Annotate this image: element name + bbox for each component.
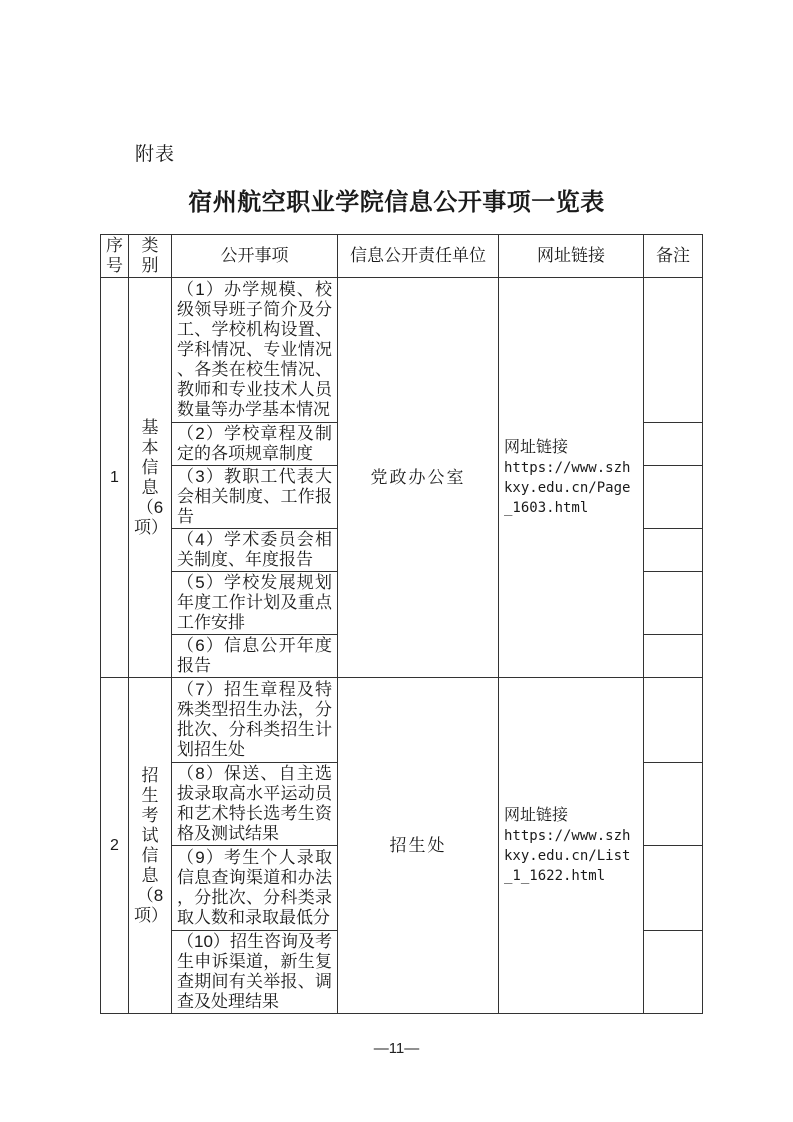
- item-cell: （4）学术委员会相关制度、年度报告: [172, 529, 338, 572]
- header-responsible-unit: 信息公开责任单位: [338, 235, 499, 278]
- remark-cell: [644, 846, 703, 931]
- url-label: 网址链接: [504, 806, 569, 824]
- item-cell: （5）学校发展规划年度工作计划及重点工作安排: [172, 572, 338, 635]
- item-cell: （3）教职工代表大会相关制度、工作报告: [172, 466, 338, 529]
- item-cell: （10）招生咨询及考生申诉渠道，新生复查期间有关举报、调查及处理结果: [172, 931, 338, 1014]
- url-cell: [499, 678, 644, 1014]
- url-link: https://www.szhkxy.edu.cn/List_1_1622.html: [504, 827, 631, 884]
- disclosure-table: [100, 234, 703, 1014]
- remark-cell: [644, 678, 703, 763]
- url-label: 网址链接: [504, 438, 569, 456]
- item-cell: （9）考生个人录取信息查询渠道和办法，分批次、分科类录取人数和录取最低分: [172, 846, 338, 931]
- item-cell: （1）办学规模、校级领导班子简介及分工、学校机构设置、学科情况、专业情况、各类在校生情况、教师和专业技术人员数量等办学基本情况: [172, 278, 338, 423]
- remark-cell: [644, 278, 703, 423]
- serial-cell: 2: [101, 678, 129, 1014]
- remark-cell: [644, 423, 703, 466]
- url-cell: [499, 278, 644, 678]
- remark-cell: [644, 635, 703, 678]
- header-items: 公开事项: [172, 235, 338, 278]
- header-remarks: 备注: [644, 235, 703, 278]
- item-cell: （8）保送、自主选拔录取高水平运动员和艺术特长选考生资格及测试结果: [172, 763, 338, 846]
- appendix-label: 附表: [135, 144, 176, 165]
- url-link: https://www.szhkxy.edu.cn/Page_1603.html: [504, 459, 631, 516]
- item-cell: （7）招生章程及特殊类型招生办法，分批次、分科类招生计划招生处: [172, 678, 338, 763]
- unit-cell: 党政办公室: [338, 278, 499, 678]
- category-cell: 招生考试信息（8项）: [129, 678, 172, 1014]
- page-title: 宿州航空职业学院信息公开事项一览表: [188, 189, 605, 216]
- table-header-row: [101, 235, 703, 278]
- remark-cell: [644, 529, 703, 572]
- header-category: 类别: [129, 235, 172, 278]
- table-row: [101, 678, 703, 763]
- remark-cell: [644, 466, 703, 529]
- page-number: —11—: [373, 1040, 420, 1057]
- header-url: 网址链接: [499, 235, 644, 278]
- category-cell: 基本信息（6项）: [129, 278, 172, 678]
- item-cell: （6）信息公开年度报告: [172, 635, 338, 678]
- remark-cell: [644, 572, 703, 635]
- header-serial: 序号: [101, 235, 129, 278]
- item-cell: （2）学校章程及制定的各项规章制度: [172, 423, 338, 466]
- table-row: [101, 278, 703, 423]
- serial-cell: 1: [101, 278, 129, 678]
- remark-cell: [644, 931, 703, 1014]
- remark-cell: [644, 763, 703, 846]
- unit-cell: 招生处: [338, 678, 499, 1014]
